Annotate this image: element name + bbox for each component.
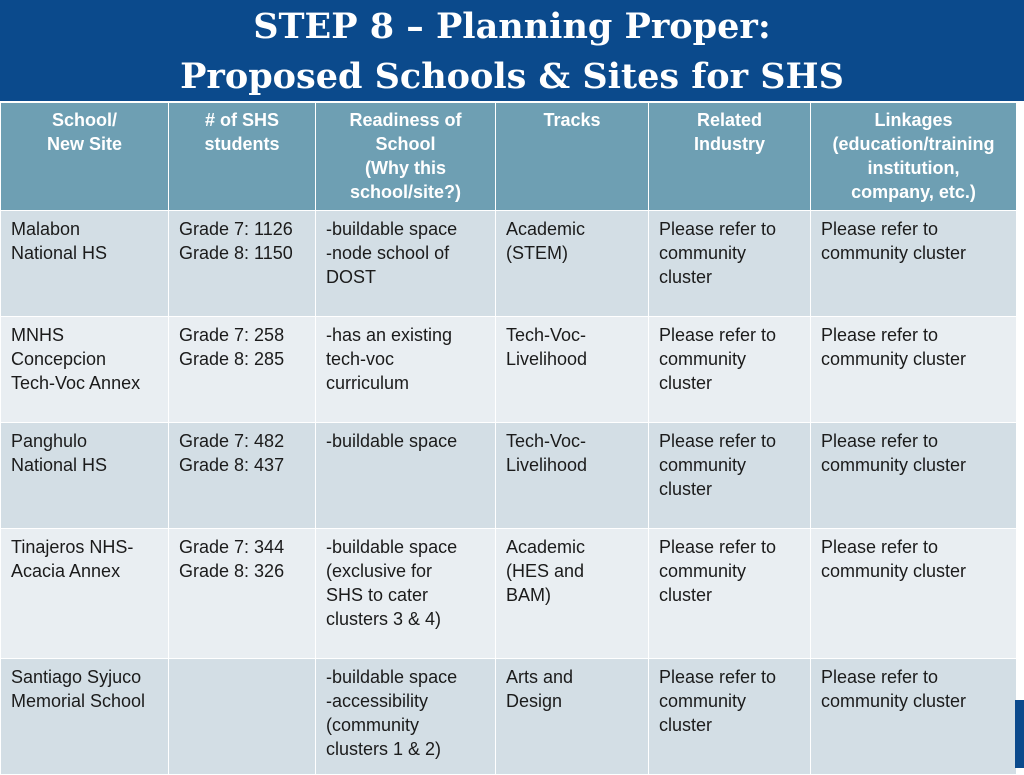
slide-title [0,2,1024,102]
cell-linkages [811,423,1017,529]
cell-line: clusters 1 & 2) [326,739,442,759]
cell-line: DOST [326,267,377,287]
cell-industry [649,659,811,775]
cell-line: community [659,243,747,263]
cell-line: National HS [11,243,108,263]
cell-line: Arts and [506,667,574,687]
cell-line: Please refer to [821,667,939,687]
cell-line: Malabon [11,219,81,239]
cell-line: -has an existing [326,325,453,345]
cell-line: tech-voc [326,349,395,369]
slide-title-line-1: STEP 8 – Planning Proper: [253,6,771,47]
cell-tracks [496,423,649,529]
cell-school [1,423,169,529]
cell-students [169,211,316,317]
corner-accent-bar [1015,700,1024,768]
cell-line: Grade 7: 344 [179,537,285,557]
cell-line: Please refer to [659,537,777,557]
table-row [1,529,1017,659]
table-header-row [1,103,1017,211]
cell-line: Please refer to [659,431,777,451]
cell-line: Please refer to [821,431,939,451]
cell-line: Linkages [874,110,953,130]
cell-line: Livelihood [506,349,588,369]
cell-line: -buildable space [326,219,458,239]
cell-linkages [811,211,1017,317]
cell-industry [649,529,811,659]
cell-line: SHS to cater [326,585,429,605]
cell-line: clusters 3 & 4) [326,609,442,629]
cell-line: Tech-Voc Annex [11,373,141,393]
schools-table [0,102,1017,775]
cell-line: (education/training [832,134,995,154]
cell-line: Tech-Voc- [506,431,587,451]
cell-line: cluster [659,715,713,735]
cell-line: Memorial School [11,691,146,711]
cell-linkages [811,659,1017,775]
cell-line: students [204,134,280,154]
cell-line: Santiago Syjuco [11,667,142,687]
cell-line: institution, [867,158,960,178]
cell-line: Industry [693,134,765,154]
cell-tracks [496,529,649,659]
cell-line: community [659,561,747,581]
cell-line: community [659,691,747,711]
cell-tracks [496,317,649,423]
header-school [1,103,169,211]
cell-students [169,317,316,423]
cell-students [169,529,316,659]
cell-line: Livelihood [506,455,588,475]
cell-line: -buildable space [326,667,458,687]
cell-readiness [316,211,496,317]
cell-students [169,423,316,529]
cell-readiness [316,317,496,423]
cell-line: cluster [659,585,713,605]
header-shs-students [169,103,316,211]
cell-line: cluster [659,267,713,287]
cell-line: Academic [506,219,586,239]
cell-line: -node school of [326,243,450,263]
cell-line: Grade 7: 1126 [179,219,293,239]
cell-line: Tech-Voc- [506,325,587,345]
cell-line: Related [696,110,763,130]
cell-line: community cluster [821,691,967,711]
cell-linkages [811,529,1017,659]
cell-line: Please refer to [821,325,939,345]
cell-line: -buildable space [326,431,458,451]
table-row [1,211,1017,317]
cell-line: community [659,455,747,475]
cell-line: Grade 8: 285 [179,349,285,369]
cell-readiness [316,423,496,529]
cell-line: Design [506,691,563,711]
cell-line: School/ [51,110,117,130]
cell-line: BAM) [506,585,551,605]
cell-line: Grade 8: 326 [179,561,285,581]
cell-line: community [659,349,747,369]
cell-line: cluster [659,373,713,393]
cell-line: community cluster [821,349,967,369]
cell-line: (STEM) [506,243,568,263]
cell-line: New Site [46,134,123,154]
cell-school [1,317,169,423]
cell-line: Grade 8: 1150 [179,243,293,263]
cell-line: community cluster [821,455,967,475]
cell-line: company, etc.) [851,182,976,202]
slide-title-line-2: Proposed Schools & Sites for SHS [180,56,844,97]
cell-line: Academic [506,537,586,557]
cell-readiness [316,659,496,775]
cell-line: Grade 8: 437 [179,455,285,475]
table-row [1,659,1017,775]
header-linkages [811,103,1017,211]
cell-line: (exclusive for [326,561,433,581]
cell-line: Grade 7: 482 [179,431,285,451]
cell-line: (Why this [365,158,446,178]
cell-line: Concepcion [11,349,107,369]
cell-line: community cluster [821,561,967,581]
cell-school [1,211,169,317]
cell-line: Please refer to [821,537,939,557]
cell-line: cluster [659,479,713,499]
header-readiness [316,103,496,211]
cell-students [169,659,316,775]
cell-line: Please refer to [659,325,777,345]
cell-line: curriculum [326,373,410,393]
table-row [1,317,1017,423]
cell-line: (community [326,715,420,735]
cell-line: -buildable space [326,537,458,557]
cell-line: Please refer to [659,667,777,687]
cell-line: school/site?) [349,182,461,202]
cell-line: Tinajeros NHS- [11,537,134,557]
cell-line: Tracks [543,110,601,130]
cell-line: Please refer to [821,219,939,239]
header-related-industry [649,103,811,211]
cell-line: # of SHS [204,110,279,130]
cell-line: Readiness of [349,110,462,130]
cell-industry [649,317,811,423]
cell-industry [649,211,811,317]
cell-school [1,659,169,775]
cell-line: community cluster [821,243,967,263]
cell-tracks [496,659,649,775]
cell-line: Panghulo [11,431,88,451]
cell-readiness [316,529,496,659]
cell-line: (HES and [506,561,585,581]
cell-line: -accessibility [326,691,429,711]
header-tracks [496,103,649,211]
cell-tracks [496,211,649,317]
cell-linkages [811,317,1017,423]
cell-line: Acacia Annex [11,561,121,581]
cell-line: Grade 7: 258 [179,325,285,345]
cell-school [1,529,169,659]
cell-line: School [375,134,436,154]
cell-line: National HS [11,455,108,475]
cell-line: MNHS [11,325,64,345]
cell-industry [649,423,811,529]
cell-line: Please refer to [659,219,777,239]
table-row [1,423,1017,529]
